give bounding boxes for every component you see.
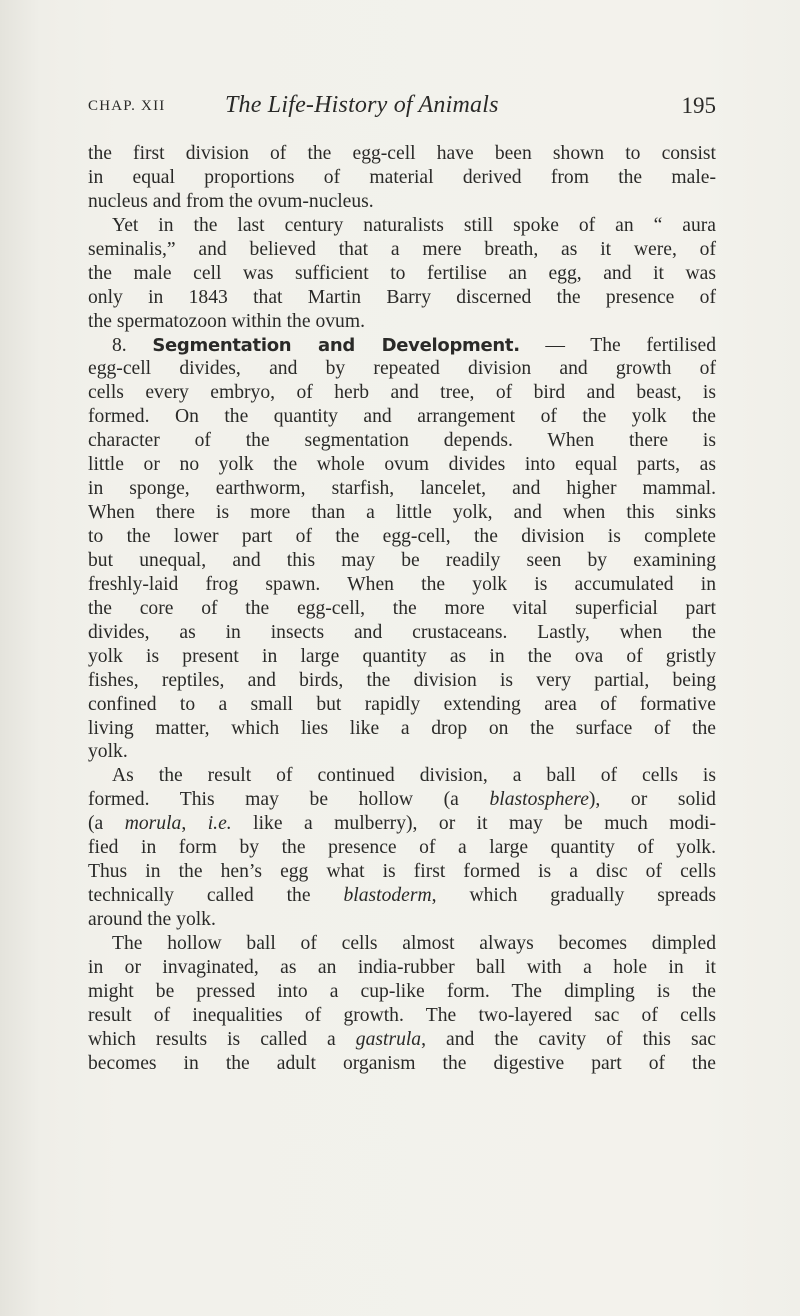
- body-text: [88, 142, 716, 1076]
- text-run: like a mulberry), or it may be much modi-: [253, 813, 717, 835]
- text-run: which results is called a: [88, 1028, 336, 1050]
- term-blastoderm: blastoderm: [343, 885, 432, 907]
- text-line: to the lower part of the egg-cell, the division is complete: [88, 526, 716, 547]
- text-line: the male cell was sufficient to fertilise an egg, and it was: [88, 262, 716, 284]
- text-line: the spermatozoon within the ovum.: [88, 310, 365, 332]
- chapter-label: CHAP. XII: [88, 98, 166, 114]
- text-line: As the result of continued division, a ball of cells is: [112, 765, 716, 787]
- page-number: 195: [681, 93, 716, 118]
- text-line: yolk is present in large quantity as in the ova of gristly: [88, 645, 716, 667]
- text-run: , and the cavity of this sac: [421, 1028, 716, 1050]
- text-line: nucleus and from the ovum-nucleus.: [88, 190, 374, 212]
- text-line: divides, as in insects and crustaceans. Lastly, when the: [88, 621, 716, 643]
- book-title: The Life-History of Animals: [225, 92, 499, 118]
- section-heading-rest: — The fertilised: [545, 334, 717, 356]
- text-line: little or no yolk the whole ovum divides into equal parts, as: [88, 454, 716, 476]
- term-morula: morula: [124, 813, 182, 835]
- text-line: seminalis,” and believed that a mere breath, as it were, of: [88, 238, 716, 260]
- text-line: around the yolk.: [88, 909, 216, 930]
- term-gastrula: gastrula: [355, 1028, 422, 1050]
- text-run: (a: [88, 813, 104, 835]
- text-line: [88, 812, 716, 836]
- text-line: When there is more than a little yolk, and when this sinks: [88, 502, 716, 524]
- text-line: result of inequalities of growth. The two-layered sac of cells: [88, 1004, 716, 1026]
- text-line: in sponge, earthworm, starfish, lancelet, and higher mammal.: [88, 478, 716, 500]
- text-line: formed. On the quantity and arrangement of the yolk the: [88, 406, 716, 428]
- running-head: [88, 94, 716, 124]
- text-line: in equal proportions of material derived from the male-: [88, 166, 716, 188]
- text-line: might be pressed into a cup-like form. The dimpling is the: [88, 980, 716, 1002]
- text-line: The hollow ball of cells almost always becomes dimpled: [112, 932, 716, 954]
- text-line: confined to a small but rapidly extending area of formative: [88, 693, 716, 715]
- text-line: fishes, reptiles, and birds, the division is very partial, being: [88, 669, 716, 691]
- section-heading: Segmentation and Development.: [152, 334, 520, 356]
- text-line: becomes in the adult organism the digestive part of the: [88, 1052, 716, 1074]
- text-line: character of the segmentation depends. When there is: [88, 430, 716, 452]
- text-line: but unequal, and this may be readily seen by examining: [88, 549, 716, 571]
- text-run: ,: [181, 813, 187, 835]
- text-run: technically called the: [88, 885, 311, 907]
- text-line: [88, 884, 716, 908]
- text-line: Thus in the hen’s egg what is first formed is a disc of cells: [88, 861, 716, 883]
- text-line: yolk.: [88, 741, 128, 763]
- text-line: the first division of the egg-cell have been shown to consist: [88, 143, 716, 164]
- section-number: 8.: [112, 334, 127, 356]
- text-run: ), or solid: [588, 789, 716, 811]
- section-heading-line: [88, 334, 716, 358]
- text-line: [88, 1028, 716, 1052]
- text-line: Yet in the last century naturalists still spoke of an “ aura: [112, 214, 716, 236]
- text-line: fied in form by the presence of a large quantity of yolk.: [88, 837, 716, 859]
- text-line: the core of the egg-cell, the more vital superficial part: [88, 597, 716, 619]
- text-line: only in 1843 that Martin Barry discerned the presence of: [88, 286, 716, 308]
- term-blastosphere: blastosphere: [489, 789, 589, 811]
- text-line: [88, 788, 716, 812]
- text-line: freshly-laid frog spawn. When the yolk is accumulated in: [88, 573, 716, 595]
- text-line: cells every embryo, of herb and tree, of bird and beast, is: [88, 382, 716, 404]
- text-line: in or invaginated, as an india-rubber ball with a hole in it: [88, 956, 716, 978]
- text-line: living matter, which lies like a drop on the surface of the: [88, 717, 716, 739]
- text-run: formed. This may be hollow (a: [88, 789, 459, 811]
- text-run: , which gradually spreads: [431, 885, 716, 907]
- text-line: egg-cell divides, and by repeated division and growth of: [88, 358, 716, 380]
- term-ie: i.e.: [207, 813, 232, 835]
